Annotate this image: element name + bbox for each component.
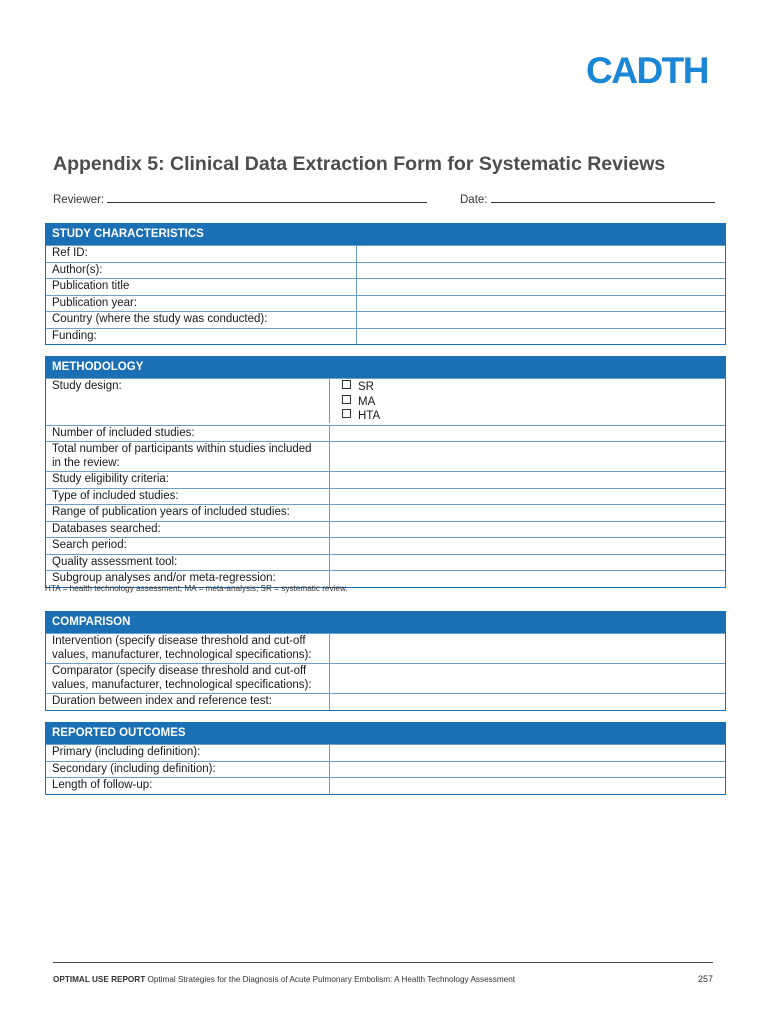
table-row — [46, 295, 725, 312]
table-row — [46, 663, 725, 693]
row-label: Duration between index and reference test: — [46, 694, 330, 710]
date-field[interactable] — [460, 193, 715, 206]
row-value-cell[interactable] — [330, 489, 725, 505]
table-header: STUDY CHARACTERISTICS — [46, 224, 725, 245]
row-label: Total number of participants within studies included in the review: — [46, 442, 330, 471]
row-value-cell[interactable] — [330, 664, 725, 693]
row-value-cell[interactable] — [330, 538, 725, 554]
option-label: HTA — [358, 410, 381, 422]
table-header: COMPARISON — [46, 612, 725, 633]
option-sr[interactable] — [342, 380, 715, 395]
table-row — [46, 521, 725, 538]
table-row — [46, 744, 725, 761]
row-value-cell[interactable] — [330, 426, 725, 442]
row-label: Range of publication years of included studies: — [46, 505, 330, 521]
abbreviation-note: HTA = health technology assessment; MA = meta-analysis; SR = systematic review. — [45, 584, 348, 593]
study-characteristics-table — [45, 223, 726, 345]
row-value-cell[interactable] — [357, 246, 725, 262]
row-label: Secondary (including definition): — [46, 762, 330, 778]
row-label: Publication title — [46, 279, 357, 295]
table-row — [46, 328, 725, 345]
table-row — [46, 537, 725, 554]
row-value-cell[interactable] — [357, 329, 725, 345]
date-label: Date: — [460, 194, 488, 206]
table-row — [46, 262, 725, 279]
footer-report-title: Optimal Strategies for the Diagnosis of Acute Pulmonary Embolism: A Health Technology Assessment — [147, 975, 516, 984]
table-row — [46, 504, 725, 521]
option-label: MA — [358, 395, 376, 408]
table-row — [46, 471, 725, 488]
table-header: REPORTED OUTCOMES — [46, 723, 725, 744]
row-value-cell[interactable] — [357, 312, 725, 328]
row-value-cell[interactable] — [330, 522, 725, 538]
row-label: Number of included studies: — [46, 426, 330, 442]
table-row — [46, 245, 725, 262]
row-value-cell[interactable] — [330, 778, 725, 794]
option-label: SR — [358, 381, 374, 393]
row-value-cell[interactable] — [330, 694, 725, 710]
page-number: 257 — [698, 974, 714, 984]
row-label: Subgroup analyses and/or meta-regression: — [46, 571, 330, 587]
checkbox-icon[interactable] — [342, 380, 351, 389]
row-label: Funding: — [46, 329, 357, 345]
row-label: Comparator (specify disease threshold and cut-off values, manufacturer, technological specifications): — [46, 664, 330, 693]
reviewer-field[interactable] — [53, 193, 427, 206]
reviewer-blank[interactable] — [107, 193, 427, 203]
table-header: METHODOLOGY — [46, 357, 725, 378]
row-value-cell[interactable] — [330, 571, 725, 587]
study-design-options — [330, 379, 725, 425]
cadth-logo: CADTH — [586, 50, 708, 91]
row-label: Country (where the study was conducted): — [46, 312, 357, 328]
row-value-cell[interactable] — [357, 263, 725, 279]
date-blank[interactable] — [491, 193, 715, 203]
row-label: Ref ID: — [46, 246, 357, 262]
row-label: Search period: — [46, 538, 330, 554]
row-label: Intervention (specify disease threshold and cut-off values, manufacturer, technological specifications): — [46, 634, 330, 663]
table-row — [46, 488, 725, 505]
row-label: Primary (including definition): — [46, 745, 330, 761]
option-ma[interactable] — [342, 395, 715, 410]
row-label: Study eligibility criteria: — [46, 472, 330, 488]
footer — [53, 975, 515, 984]
row-value-cell[interactable] — [357, 279, 725, 295]
table-row — [46, 311, 725, 328]
table-row — [46, 554, 725, 571]
row-label: Study design: — [46, 379, 330, 423]
table-row — [46, 761, 725, 778]
row-label: Type of included studies: — [46, 489, 330, 505]
row-label: Length of follow-up: — [46, 778, 330, 794]
table-row — [46, 441, 725, 471]
row-value-cell[interactable] — [357, 296, 725, 312]
table-row — [46, 777, 725, 794]
row-value-cell[interactable] — [330, 472, 725, 488]
reported-outcomes-table — [45, 722, 726, 795]
option-hta[interactable] — [342, 409, 715, 424]
row-value-cell[interactable] — [330, 745, 725, 761]
comparison-table — [45, 611, 726, 711]
row-value-cell[interactable] — [330, 442, 725, 471]
table-row — [46, 425, 725, 442]
row-label: Databases searched: — [46, 522, 330, 538]
row-label: Author(s): — [46, 263, 357, 279]
row-label: Publication year: — [46, 296, 357, 312]
reviewer-label: Reviewer: — [53, 194, 105, 206]
row-value-cell[interactable] — [330, 634, 725, 663]
checkbox-icon[interactable] — [342, 395, 351, 404]
row-value-cell[interactable] — [330, 505, 725, 521]
page-title: Appendix 5: Clinical Data Extraction Form for Systematic Reviews — [53, 153, 666, 175]
table-row — [46, 278, 725, 295]
row-value-cell[interactable] — [330, 762, 725, 778]
footer-divider — [53, 962, 713, 963]
table-row — [46, 693, 725, 710]
table-row — [46, 378, 725, 425]
methodology-table — [45, 356, 726, 588]
footer-report-label: OPTIMAL USE REPORT — [53, 975, 146, 984]
row-value-cell[interactable] — [330, 555, 725, 571]
row-label: Quality assessment tool: — [46, 555, 330, 571]
table-row — [46, 633, 725, 663]
checkbox-icon[interactable] — [342, 409, 351, 418]
